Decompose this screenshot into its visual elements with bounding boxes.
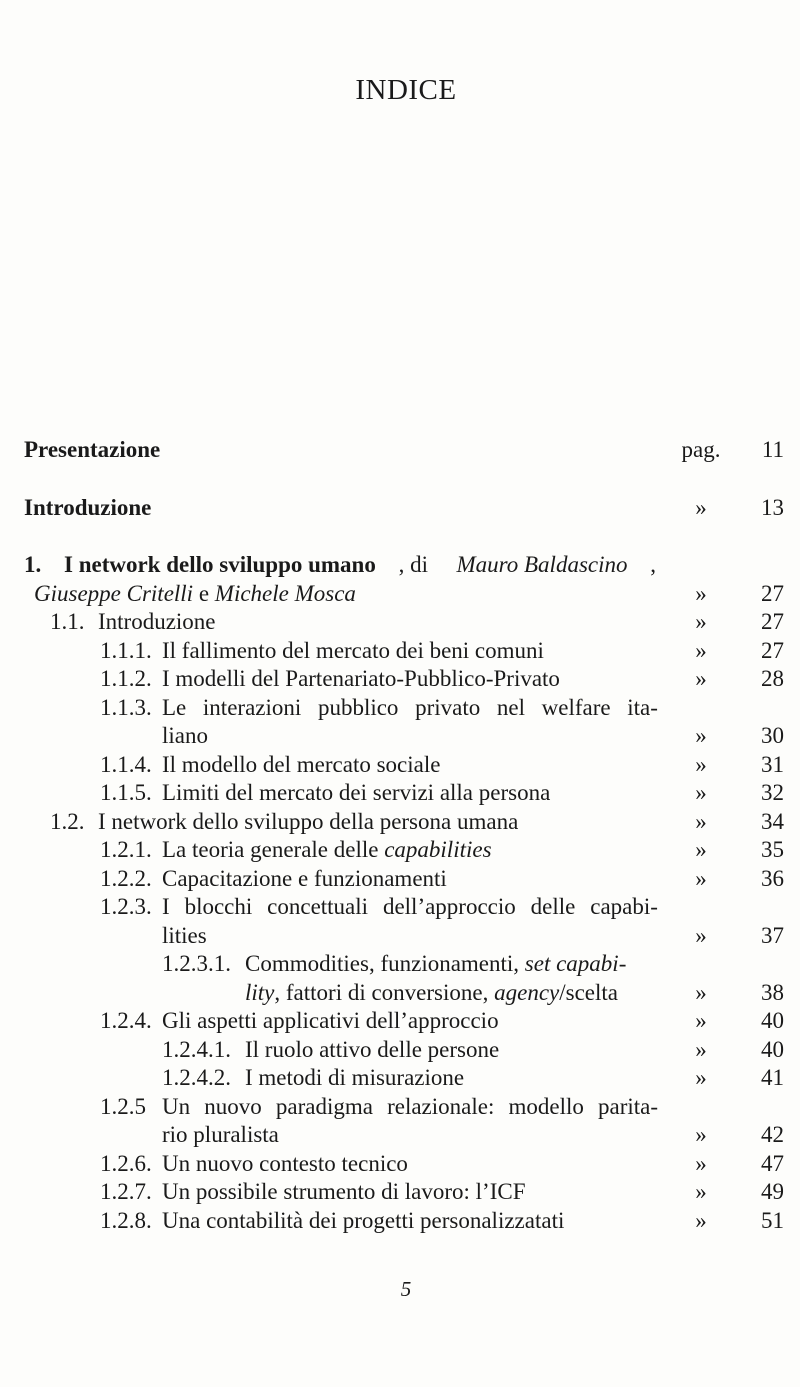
word: paradigma xyxy=(275,1093,373,1119)
section-number: 1.2.4.1. xyxy=(162,1036,231,1062)
section-number: 1.2.7. xyxy=(100,1179,152,1204)
ditto-mark: » xyxy=(695,637,707,663)
entry-label-line2: rio pluralista xyxy=(162,1122,279,1147)
toc-entry-1-1-3-cont[interactable] xyxy=(0,722,800,751)
toc-entry-1-2-2[interactable] xyxy=(0,865,800,894)
page-number-ref: 51 xyxy=(761,1207,784,1233)
page-number-ref: 40 xyxy=(761,1008,784,1033)
toc-entry-chapter-1[interactable] xyxy=(0,551,800,580)
entry-label: Introduzione xyxy=(24,494,152,520)
ditto-mark: » xyxy=(695,1008,707,1033)
page-number-ref: 49 xyxy=(761,1179,784,1204)
entry-label: Capacitazione e funzionamenti xyxy=(162,865,447,891)
word: blocchi xyxy=(184,894,253,919)
page-number-ref: 32 xyxy=(761,780,784,805)
entry-label: Gli aspetti applicativi dell’approccio xyxy=(162,1008,499,1033)
page-number-ref: 30 xyxy=(761,723,784,748)
entry-label: I metodi di misurazione xyxy=(245,1065,465,1090)
entry-label: Il ruolo attivo delle persone xyxy=(245,1036,500,1062)
section-number: 1.2.3. xyxy=(100,894,152,919)
entry-label: Introduzione xyxy=(98,609,216,634)
ditto-mark: » xyxy=(695,865,707,891)
chapter-number: 1. xyxy=(24,552,42,577)
ditto-mark: » xyxy=(695,1122,707,1147)
section-number: 1.1.3. xyxy=(100,694,152,720)
page-number-ref: 27 xyxy=(761,580,784,606)
section-number: 1.1.4. xyxy=(100,751,152,777)
page-number-ref: 11 xyxy=(761,437,784,462)
toc-entry-introduzione[interactable] xyxy=(0,494,800,523)
page-number-ref: 27 xyxy=(761,609,784,634)
toc-entry-presentazione[interactable] xyxy=(0,436,800,465)
entry-label: Il fallimento del mercato dei beni comuni xyxy=(162,637,544,663)
entry-label-line2 xyxy=(245,979,618,1008)
chapter-heading-line2 xyxy=(34,580,356,609)
label-text: , fattori di conversione, xyxy=(274,979,495,1005)
page-title: INDICE xyxy=(355,74,457,106)
section-number: 1.2.2. xyxy=(100,865,152,891)
toc-entry-1-1-1[interactable] xyxy=(0,637,800,666)
toc-entry-1-2-4-1[interactable] xyxy=(0,1036,800,1065)
chapter-by: , di xyxy=(398,552,434,577)
ditto-mark: » xyxy=(695,1150,707,1176)
label-italic: agency xyxy=(494,979,560,1005)
entry-label-line1 xyxy=(245,950,626,979)
page-number-ref: 28 xyxy=(761,666,784,691)
entry-label xyxy=(162,836,492,865)
word: I xyxy=(162,894,170,919)
section-number: 1.2.3.1. xyxy=(162,951,231,976)
toc-entry-chapter-1-cont[interactable] xyxy=(0,580,800,609)
page-number-ref: 36 xyxy=(761,865,784,891)
section-number: 1.2.8. xyxy=(100,1207,152,1233)
label-italic: lity xyxy=(245,979,275,1005)
author-and: e xyxy=(193,580,215,606)
toc-entry-1-2-4[interactable] xyxy=(0,1007,800,1036)
toc-entry-1-1-2[interactable] xyxy=(0,665,800,694)
toc-entry-1-2-1[interactable] xyxy=(0,836,800,865)
entry-label-line2: lities xyxy=(162,922,207,948)
entry-label: Una contabilità dei progetti personalizzatati xyxy=(162,1207,565,1233)
word: parita- xyxy=(597,1093,658,1119)
word: nuovo xyxy=(204,1093,262,1119)
toc-entry-1-2-3-1-cont[interactable] xyxy=(0,979,800,1008)
section-number: 1.2. xyxy=(50,808,85,834)
ditto-mark: » xyxy=(695,1207,707,1233)
section-number: 1.1.1. xyxy=(100,637,152,663)
toc-entry-1-2[interactable] xyxy=(0,808,800,837)
entry-label: Presentazione xyxy=(24,437,161,462)
word: ita- xyxy=(627,694,658,720)
section-number: 1.1. xyxy=(50,609,85,634)
ditto-mark: » xyxy=(695,808,707,834)
section-number: 1.2.5 xyxy=(100,1093,146,1119)
label-text: Commodities, funzionamenti, xyxy=(245,951,525,976)
ditto-mark: » xyxy=(695,780,707,805)
label-text: /scelta xyxy=(559,979,618,1005)
section-number: 1.2.6. xyxy=(100,1150,152,1176)
word: modello xyxy=(508,1093,584,1119)
toc-entry-1-2-7[interactable] xyxy=(0,1178,800,1207)
ditto-mark: » xyxy=(695,979,707,1005)
word: interazioni xyxy=(202,694,302,720)
word: delle xyxy=(530,894,576,919)
ditto-mark: » xyxy=(695,751,707,777)
word: dell’approccio xyxy=(382,894,516,919)
entry-label-line1 xyxy=(162,1093,658,1122)
table-of-contents xyxy=(0,436,800,1235)
label-text: La teoria generale delle xyxy=(162,837,385,862)
page-number-ref: 13 xyxy=(761,494,784,520)
chapter-title: I network dello sviluppo umano xyxy=(64,552,376,577)
author-comma: , xyxy=(650,552,656,577)
ditto-mark: » xyxy=(695,1036,707,1062)
word: relazionale: xyxy=(387,1093,495,1119)
toc-entry-1-2-3-cont[interactable] xyxy=(0,922,800,951)
entry-label-line1 xyxy=(162,694,658,723)
word: capabi- xyxy=(590,894,658,919)
word: Un xyxy=(162,1093,191,1119)
section-number: 1.2.1. xyxy=(100,837,152,862)
chapter-heading-line1 xyxy=(24,551,656,580)
toc-entry-1-1-4[interactable] xyxy=(0,751,800,780)
ditto-mark: » xyxy=(695,1179,707,1204)
section-number: 1.1.2. xyxy=(100,666,152,691)
section-number: 1.2.4.2. xyxy=(162,1065,231,1090)
entry-label-line1 xyxy=(162,893,658,922)
toc-entry-1-2-4-2[interactable] xyxy=(0,1064,800,1093)
ditto-mark: » xyxy=(695,922,707,948)
word: pubblico xyxy=(317,694,399,720)
toc-entry-1-2-5-cont[interactable] xyxy=(0,1121,800,1150)
entry-label: Il modello del mercato sociale xyxy=(162,751,441,777)
page-number-ref: 47 xyxy=(761,1150,784,1176)
ditto-mark: » xyxy=(695,609,707,634)
entry-label: I modelli del Partenariato-Pubblico-Privato xyxy=(162,666,560,691)
ditto-mark: » xyxy=(695,837,707,862)
word: Le xyxy=(162,694,187,720)
ditto-mark: » xyxy=(695,580,707,606)
page-number-ref: 27 xyxy=(761,637,784,663)
page-number-ref: 40 xyxy=(761,1036,784,1062)
page-number-ref: 38 xyxy=(761,979,784,1005)
entry-label: Un possibile strumento di lavoro: l’ICF xyxy=(162,1179,526,1204)
label-italic: capabilities xyxy=(384,837,492,862)
page-prefix: pag. xyxy=(681,437,721,462)
entry-label-line2: liano xyxy=(162,723,208,748)
ditto-mark: » xyxy=(695,666,707,691)
page-number-ref: 34 xyxy=(761,808,784,834)
page-number-ref: 37 xyxy=(761,922,784,948)
page-number-ref: 35 xyxy=(761,837,784,862)
section-number: 1.2.4. xyxy=(100,1008,152,1033)
toc-entry-1-2-5[interactable] xyxy=(0,1093,800,1122)
toc-entry-1-2-3-1[interactable] xyxy=(0,950,800,979)
word: nel xyxy=(496,694,526,720)
page-number: 5 xyxy=(400,1277,412,1301)
toc-entry-1-1-3[interactable] xyxy=(0,694,800,723)
word: privato xyxy=(415,694,481,720)
label-italic: set capabi- xyxy=(524,951,627,976)
word: concettuali xyxy=(267,894,369,919)
section-number: 1.1.5. xyxy=(100,780,152,805)
toc-entry-1-1-5[interactable] xyxy=(0,779,800,808)
author-1: Mauro Baldascino xyxy=(456,552,628,577)
ditto-mark: » xyxy=(695,723,707,748)
page-number-ref: 42 xyxy=(761,1122,784,1147)
page-number-ref: 31 xyxy=(761,751,784,777)
toc-entry-1-2-8[interactable] xyxy=(0,1207,800,1236)
entry-label: Un nuovo contesto tecnico xyxy=(162,1150,408,1176)
toc-entry-1-2-3[interactable] xyxy=(0,893,800,922)
toc-entry-1-2-6[interactable] xyxy=(0,1150,800,1179)
author-2: Giuseppe Critelli xyxy=(34,580,194,606)
page-number-ref: 41 xyxy=(761,1065,784,1090)
entry-label: I network dello sviluppo della persona umana xyxy=(98,808,519,834)
word: welfare xyxy=(541,694,611,720)
entry-label: Limiti del mercato dei servizi alla persona xyxy=(162,780,551,805)
author-3: Michele Mosca xyxy=(214,580,356,606)
ditto-mark: » xyxy=(695,494,707,520)
toc-entry-1-1[interactable] xyxy=(0,608,800,637)
ditto-mark: » xyxy=(695,1065,707,1090)
